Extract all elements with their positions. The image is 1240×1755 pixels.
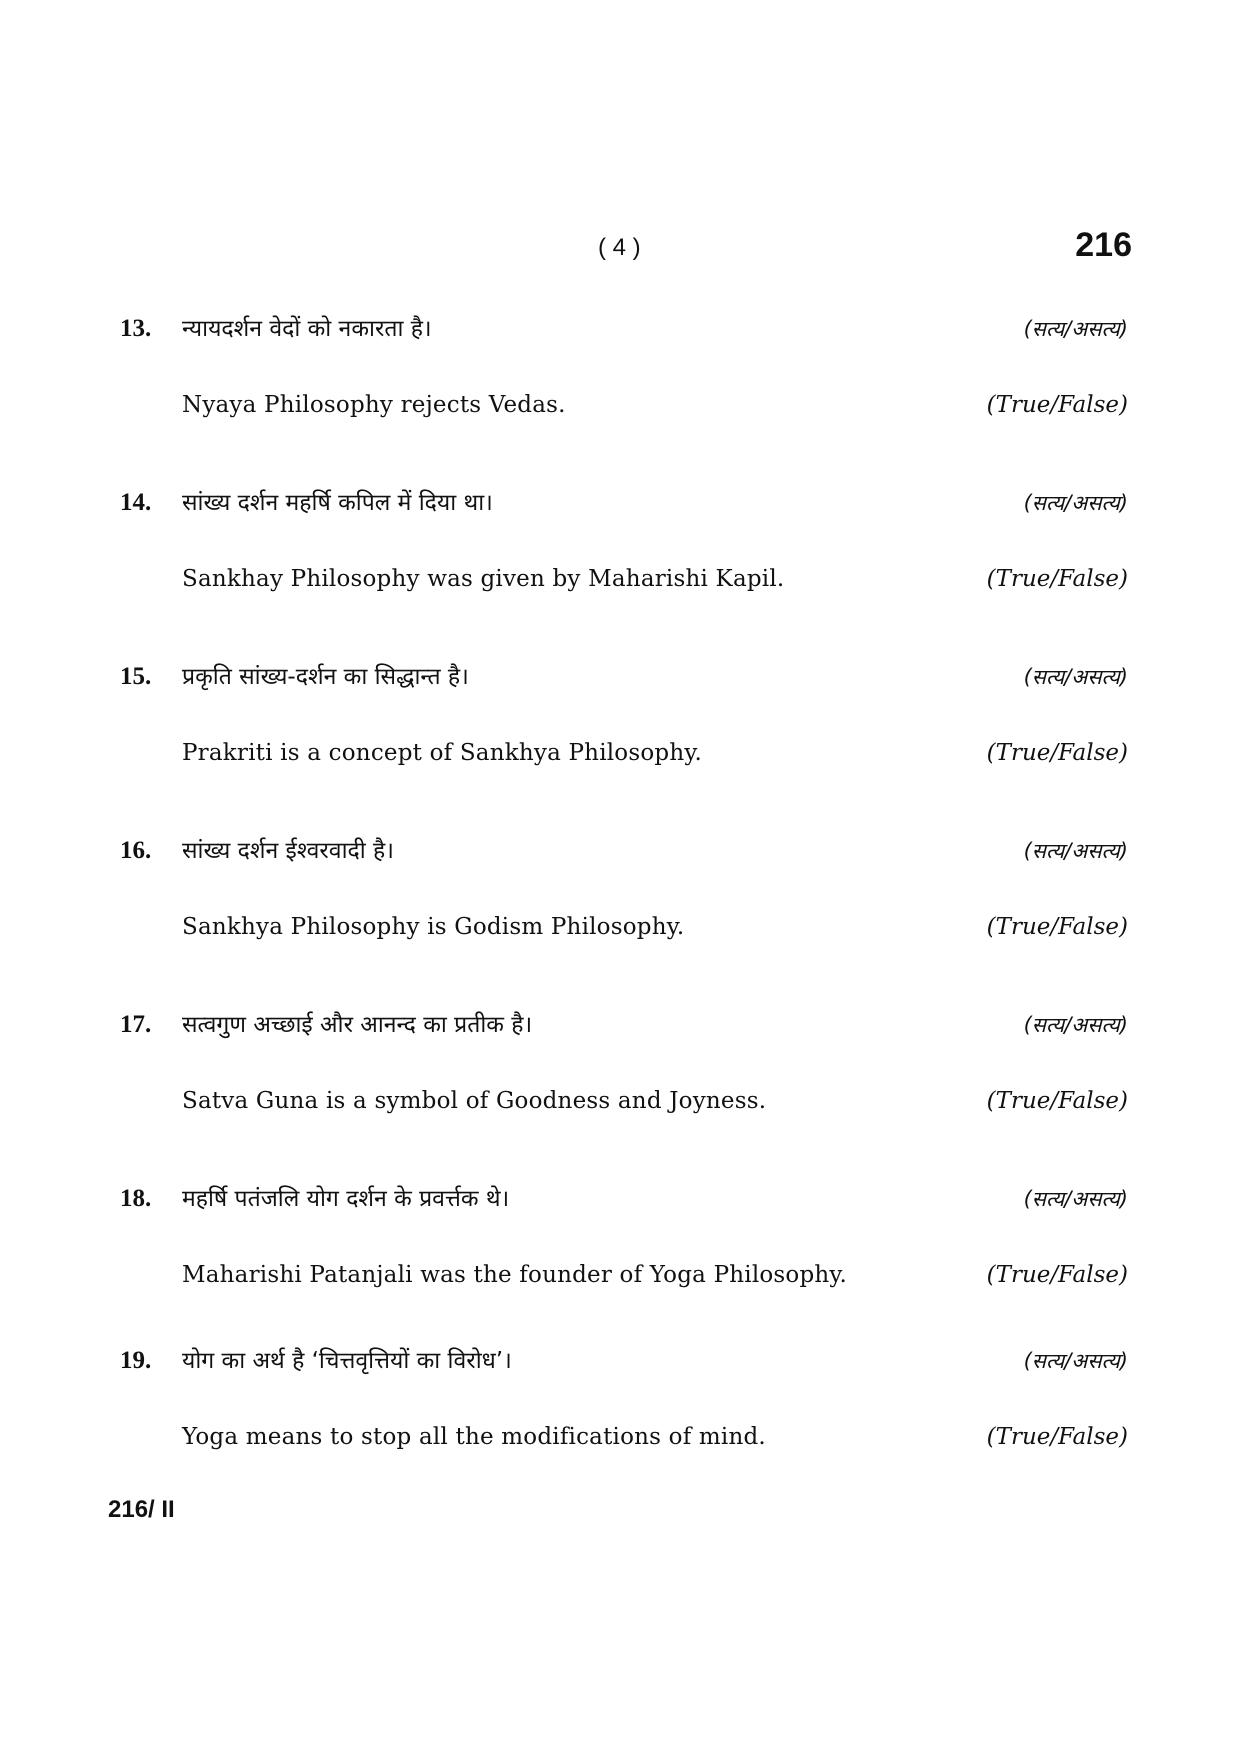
answer-options-english: (True/False)	[986, 1088, 1128, 1114]
question-number: 16.	[120, 837, 152, 864]
question-text-english: Satva Guna is a symbol of Goodness and Joyness.	[182, 1088, 767, 1114]
question-item	[0, 486, 1240, 646]
question-number: 13.	[120, 315, 152, 342]
paper-code: 216	[1075, 226, 1132, 264]
question-item	[0, 1182, 1240, 1342]
question-item	[0, 312, 1240, 472]
question-text-hindi: सांख्य दर्शन ईश्वरवादी है।	[182, 838, 394, 864]
answer-options-english: (True/False)	[986, 740, 1128, 766]
answer-options-hindi: (सत्य/असत्य)	[1023, 1349, 1128, 1373]
question-number: 17.	[120, 1011, 152, 1038]
question-number: 19.	[120, 1347, 152, 1374]
question-number: 18.	[120, 1185, 152, 1212]
question-text-hindi: न्यायदर्शन वेदों को नकारता है।	[182, 316, 432, 342]
page-number: ( 4 )	[598, 234, 641, 261]
answer-options-english: (True/False)	[986, 1262, 1128, 1288]
answer-options-english: (True/False)	[986, 392, 1128, 418]
question-number: 15.	[120, 663, 152, 690]
question-item	[0, 660, 1240, 820]
question-text-hindi: योग का अर्थ है ‘चित्तवृत्तियों का विरोध’।	[182, 1348, 512, 1374]
question-item	[0, 1008, 1240, 1168]
answer-options-hindi: (सत्य/असत्य)	[1023, 1013, 1128, 1037]
answer-options-hindi: (सत्य/असत्य)	[1023, 491, 1128, 515]
answer-options-hindi: (सत्य/असत्य)	[1023, 839, 1128, 863]
answer-options-english: (True/False)	[986, 1424, 1128, 1450]
question-text-hindi: प्रकृति सांख्य-दर्शन का सिद्धान्त है।	[182, 664, 469, 690]
question-text-english: Maharishi Patanjali was the founder of Yoga Philosophy.	[182, 1262, 848, 1288]
question-text-english: Sankhya Philosophy is Godism Philosophy.	[182, 914, 685, 940]
question-text-english: Sankhay Philosophy was given by Maharishi Kapil.	[182, 566, 785, 592]
question-text-hindi: सत्वगुण अच्छाई और आनन्द का प्रतीक है।	[182, 1012, 533, 1038]
answer-options-hindi: (सत्य/असत्य)	[1023, 665, 1128, 689]
answer-options-hindi: (सत्य/असत्य)	[1023, 1187, 1128, 1211]
question-text-hindi: सांख्य दर्शन महर्षि कपिल में दिया था।	[182, 490, 493, 516]
question-text-english: Yoga means to stop all the modifications of mind.	[182, 1424, 766, 1450]
question-number: 14.	[120, 489, 152, 516]
answer-options-english: (True/False)	[986, 914, 1128, 940]
question-text-english: Nyaya Philosophy rejects Vedas.	[182, 392, 566, 418]
question-text-english: Prakriti is a concept of Sankhya Philosophy.	[182, 740, 702, 766]
answer-options-hindi: (सत्य/असत्य)	[1023, 317, 1128, 341]
footer-code: 216/ II	[108, 1496, 175, 1523]
question-text-hindi: महर्षि पतंजलि योग दर्शन के प्रवर्त्तक थे।	[182, 1186, 510, 1212]
question-item	[0, 834, 1240, 994]
question-item	[0, 1344, 1240, 1504]
answer-options-english: (True/False)	[986, 566, 1128, 592]
